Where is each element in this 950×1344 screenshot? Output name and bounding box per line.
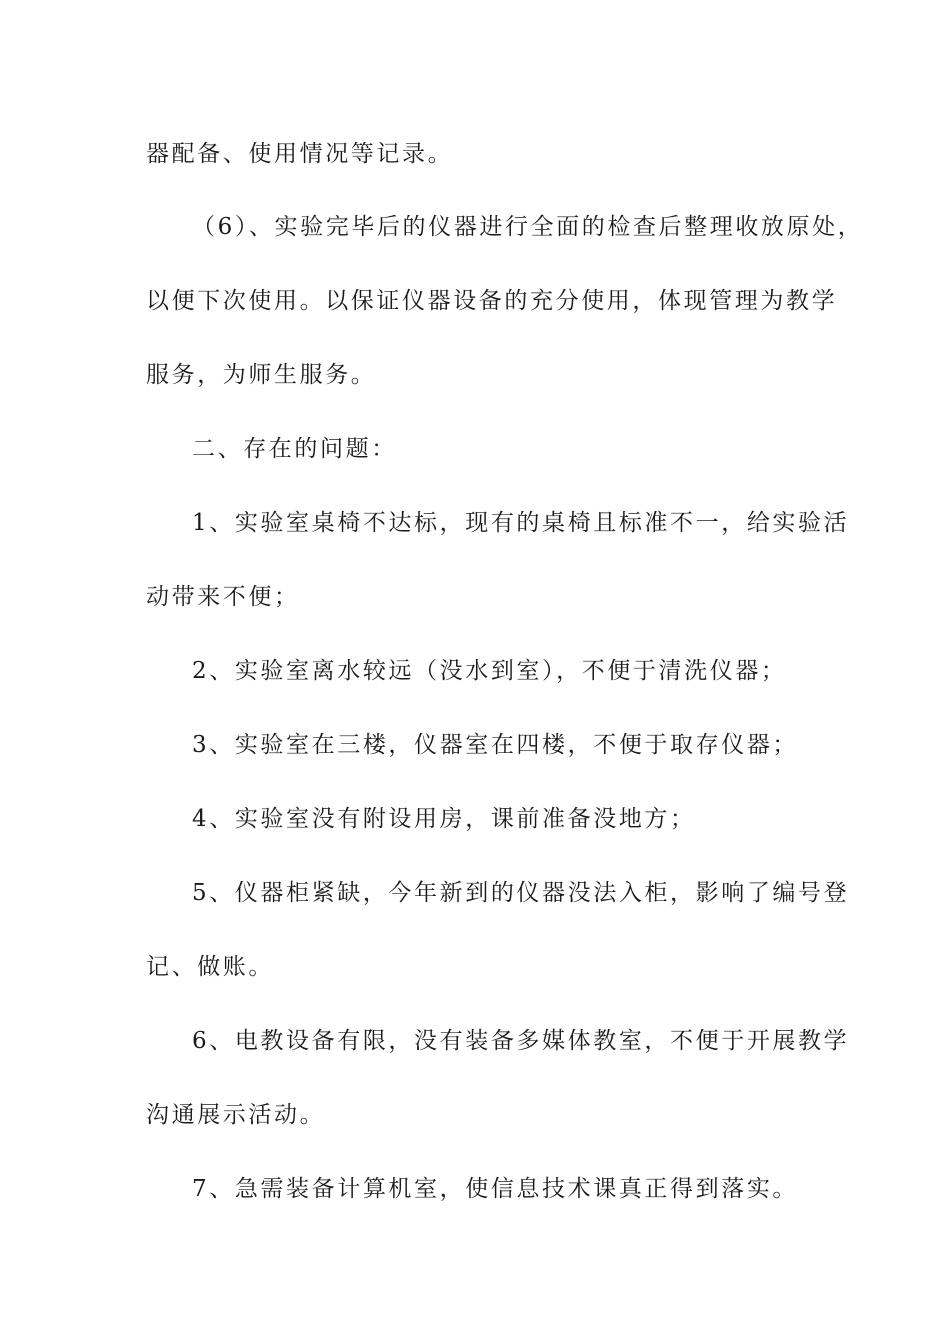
paragraph-line: 器配备、使用情况等记录。 [146,141,454,167]
list-item: 7、急需装备计算机室，使信息技术课真正得到落实。 [192,1176,799,1202]
list-item: 1、实验室桌椅不达标，现有的桌椅且标准不一，给实验活 [192,510,850,536]
list-item: 2、实验室离水较远（没水到室），不便于清洗仪器； [192,658,787,684]
list-item-continuation: 记、做账。 [146,954,274,980]
list-item: 4、实验室没有附设用房，课前准备没地方； [192,806,696,832]
list-item: 5、仪器柜紧缺，今年新到的仪器没法入柜，影响了编号登 [192,880,850,906]
paragraph-line: 服务，为师生服务。 [146,362,377,388]
paragraph-line: 以便下次使用。以保证仪器设备的充分使用，体现管理为教学 [146,288,838,314]
section-heading: 二、存在的问题： [192,436,397,462]
list-item: 3、实验室在三楼，仪器室在四楼，不便于取存仪器； [192,732,799,758]
list-item-continuation: 沟通展示活动。 [146,1102,326,1128]
list-item: 6、电教设备有限，没有装备多媒体教室，不便于开展教学 [192,1028,850,1054]
list-item-continuation: 动带来不便； [146,584,300,610]
paragraph-line: （6）、实验完毕后的仪器进行全面的检查后整理收放原处， [192,214,864,240]
